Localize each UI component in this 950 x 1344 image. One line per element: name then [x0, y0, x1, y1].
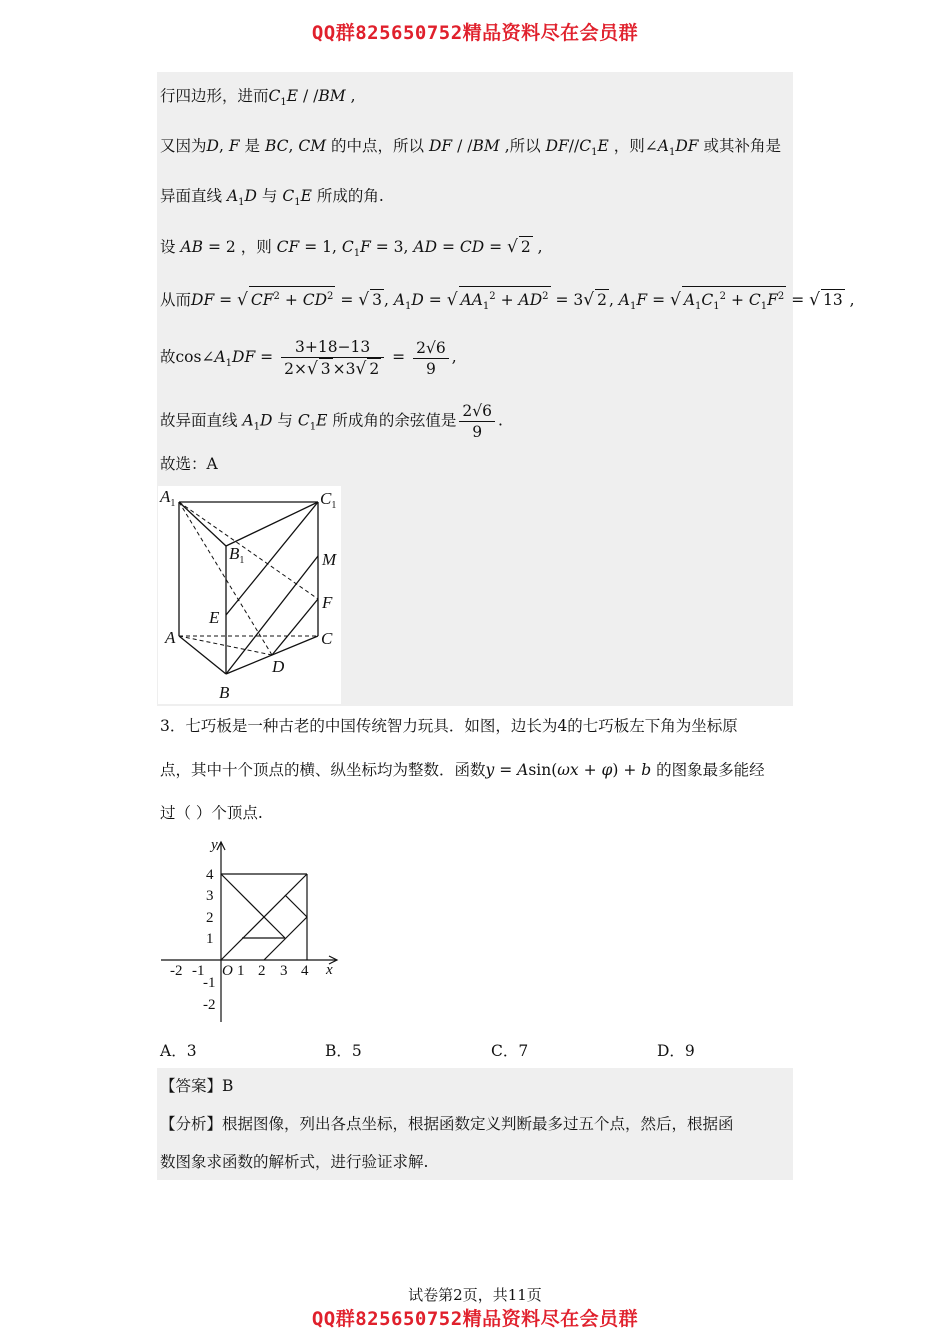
solution-line-7: 故异面直线 $A_1D$ 与 $C_1E$ 所成角的余弦值是 $\frac{2√6}{9}$ . — [160, 402, 503, 441]
fraction-numerator: 2√6 — [413, 338, 449, 359]
text: 与 — [277, 411, 293, 430]
fraction-result — [413, 338, 449, 379]
svg-text:A1 — [159, 487, 175, 509]
question-line-2: 点，其中十个顶点的横、纵坐标均为整数．函数y = Asin(ωx + φ) + b 的图象最多能经 — [160, 761, 765, 779]
fraction: $\frac{3+18-13}{2\times√ 3 \times 3√ 2}$ — [281, 337, 384, 379]
solution-line-4: 设 AB = 2 ，则 CF = 1, $C_1F = 3$, AD = CD = √ 2 , — [160, 237, 543, 259]
question-line-3: 过（ ）个顶点. — [160, 804, 263, 822]
text: 从而 — [160, 291, 192, 309]
text: 的图象最多能经 — [656, 761, 765, 779]
subscript: 1 — [239, 555, 245, 566]
x-tick: 2 — [258, 963, 266, 979]
tangram-figure — [157, 836, 347, 1026]
text: 是 — [244, 137, 261, 155]
watermark-bottom: QQ群825650752精品资料尽在会员群 — [311, 1308, 639, 1330]
text: 异面直线 — [160, 187, 223, 205]
text: 所成角的余弦值是 — [332, 411, 457, 430]
label-D: D — [272, 657, 285, 676]
text: 行四边形，进而 — [160, 87, 269, 105]
prism-diagram — [158, 486, 341, 704]
x-tick: -1 — [192, 963, 205, 979]
label-A: A — [165, 628, 176, 647]
solution-line-5: 从而DF = √ $CF^2 + CD^2$ = √ 3 , $A_1D$ = √ $AA_1^2 + AD^2 = 3√$ 2 , $A_1F$ = √ $A_1C_1^2 + C_1F^2$ = √ 13 , — [160, 286, 855, 317]
fraction-denominator: 9 — [472, 423, 483, 441]
label-A1: A — [160, 487, 171, 506]
label-C1: C — [320, 489, 332, 508]
solution-line-3: 异面直线 $A_1D$ 与 $C_1E$ 所成的角. — [160, 187, 384, 208]
svg-text:B1 — [229, 544, 244, 566]
y-axis-label: y — [211, 837, 218, 853]
fraction-answer — [459, 401, 495, 442]
answer-line: 【答案】B — [160, 1077, 234, 1095]
analysis-line-1: 【分析】根据图像，列出各点坐标，根据函数定义判断最多过五个点，然后，根据函 — [160, 1115, 734, 1133]
text: ，则∠ — [613, 137, 658, 155]
analysis-line-2: 数图象求函数的解析式，进行验证求解. — [160, 1153, 429, 1171]
label-C: C — [321, 629, 333, 648]
option-b[interactable]: B．5 — [325, 1042, 362, 1060]
text: ，则 — [240, 238, 272, 256]
text: 设 — [160, 238, 176, 256]
origin-label: O — [222, 963, 233, 979]
x-tick: 1 — [237, 963, 245, 979]
subscript: 1 — [331, 500, 337, 511]
watermark-top: QQ群825650752精品资料尽在会员群 — [311, 22, 639, 44]
text: 故异面直线 — [160, 411, 238, 430]
label-B1: B — [229, 544, 240, 563]
y-tick: -2 — [203, 997, 216, 1013]
text: ,所以 — [504, 137, 541, 155]
solution-line-2: 又因为D, F 是 BC, CM 的中点，所以 DF / /BM ,所以 $DF//C_1E$ ，则$\angle A_1DF$ 或其补角是 — [160, 137, 781, 158]
prism-figure — [158, 486, 341, 704]
text: 故cos∠ — [160, 348, 215, 366]
y-tick: -1 — [203, 975, 216, 991]
text: 与 — [261, 187, 278, 205]
x-tick: -2 — [170, 963, 183, 979]
tangram-coordinate-diagram — [157, 836, 347, 1026]
label-M: M — [322, 550, 337, 569]
solution-line-6: 故$\cos\angle A_1DF$ = $\frac{3+18-13}{2\times√ 3 \times 3√ 2}$ = $\frac{2√6}{9}$ , — [160, 338, 457, 379]
text: 的中点，所以 — [331, 137, 425, 155]
fraction-denominator: 9 — [425, 359, 436, 378]
option-c[interactable]: C．7 — [491, 1042, 529, 1060]
fraction-numerator: 2√6 — [459, 401, 495, 422]
text: 又因为 — [160, 137, 207, 155]
solution-choice: 故选：A — [160, 455, 218, 473]
question-line-1: 3．七巧板是一种古老的中国传统智力玩具．如图，边长为4的七巧板左下角为坐标原 — [160, 717, 738, 735]
fraction-numerator: 3+18−13 — [281, 337, 384, 358]
y-tick: 4 — [206, 867, 214, 883]
subscript: 1 — [170, 498, 176, 509]
svg-text:C1 — [320, 489, 336, 511]
option-a[interactable]: A．3 — [160, 1042, 197, 1060]
text: 或其补角是 — [703, 137, 781, 155]
page-footer: 试卷第2页，共11页 — [408, 1286, 542, 1304]
text: 点，其中十个顶点的横、纵坐标均为整数．函数 — [160, 761, 486, 779]
label-B: B — [219, 683, 230, 702]
solution-line-1: 行四边形，进而$C_1E / /BM$ , — [160, 87, 356, 108]
text: 所成的角. — [316, 187, 384, 205]
label-E: E — [209, 608, 220, 627]
label-F: F — [322, 593, 333, 612]
x-tick: 4 — [301, 963, 309, 979]
y-tick: 1 — [206, 931, 214, 947]
y-tick: 2 — [206, 910, 214, 926]
x-axis-label: x — [326, 962, 333, 978]
y-tick: 3 — [206, 888, 214, 904]
option-d[interactable]: D．9 — [657, 1042, 695, 1060]
x-tick: 3 — [280, 963, 288, 979]
